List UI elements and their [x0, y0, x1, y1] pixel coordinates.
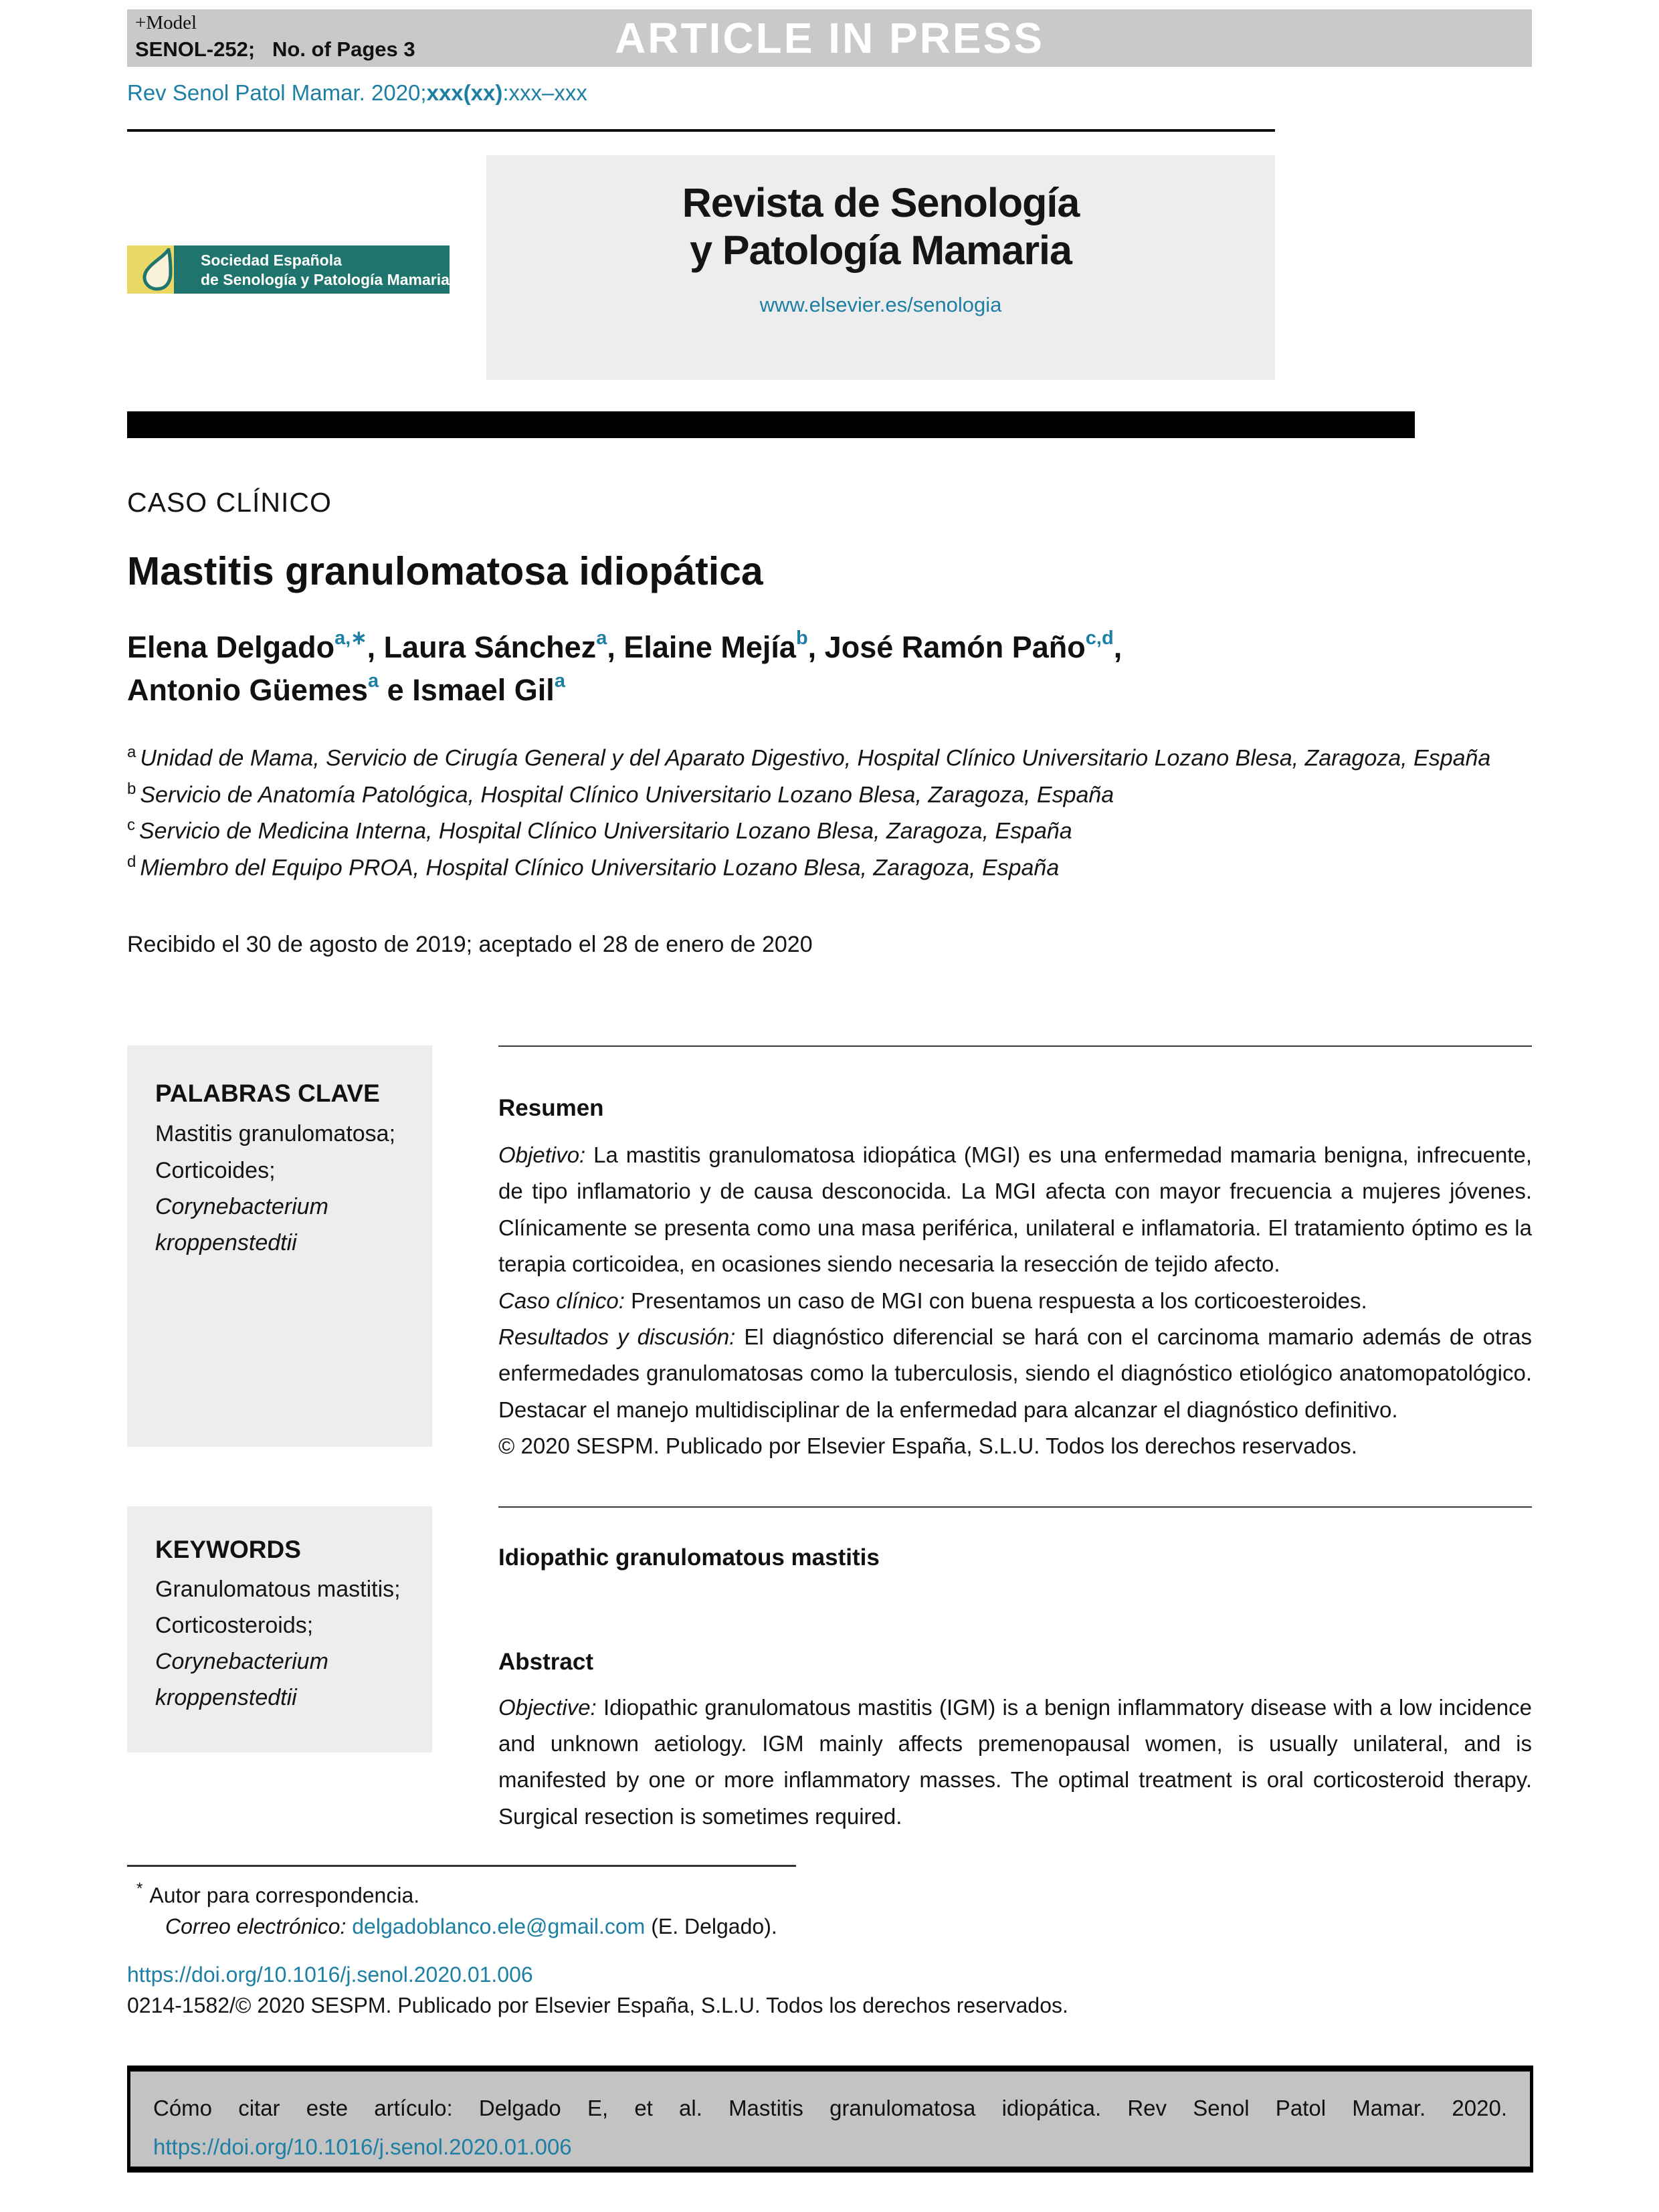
journal-title-line2: y Patología Mamaria [690, 227, 1072, 273]
paragraph-text: La mastitis granulomatosa idiopática (MGI) es una enfermedad mamaria benigna, infrecuente, de tipo inflamatorio y de causa desconocida. La MGI afecta con mayor frecuencia a mujeres jóvenes. Clínicamente se presenta como una masa periférica, unilateral e inflamatoria. El tratamiento óptimo es la terapia corticoidea, en ocasiones siendo necesaria la resección de tejido afecto. [498, 1142, 1532, 1277]
resumen-section [498, 1089, 1532, 1465]
journal-title-line1: Revista de Senología [682, 180, 1080, 225]
footnote-divider [127, 1865, 796, 1867]
email-label: Correo electrónico: [165, 1914, 347, 1938]
resumen-caso-clinico [498, 1283, 1532, 1319]
cite-text: Cómo citar este artículo: Delgado E, et al. Mastitis granulomatosa idiopática. Rev Senol Patol Mamar. 2020. [153, 2096, 1507, 2120]
paragraph-text: El diagnóstico diferencial se hará con el carcinoma mamario además de otras enfermedades granulomatosas como la tuberculosis, siendo el diagnóstico etiológico anatomopatológico. Destacar el manejo multidisciplinar de la enfermedad para alcanzar el diagnóstico definitivo. [498, 1324, 1532, 1422]
paragraph-text: Presentamos un caso de MGI con buena respuesta a los corticoesteroides. [624, 1288, 1367, 1313]
author-affiliation-marker: a,∗ [334, 627, 367, 649]
author-separator: , [1113, 630, 1123, 664]
email-suffix: (E. Delgado). [645, 1914, 777, 1938]
article-title: Mastitis granulomatosa idiopática [127, 549, 763, 593]
doi-line [127, 1963, 533, 1987]
email-note [165, 1914, 777, 1939]
abstract-objective [498, 1690, 1532, 1835]
abstract-divider [498, 1506, 1532, 1508]
affiliation-marker: c [127, 816, 135, 835]
affiliation-d [127, 849, 1532, 886]
affiliation-text: Miembro del Equipo PROA, Hospital Clínico Universitario Lozano Blesa, Zaragoza, España [140, 855, 1060, 881]
keyword-item: Granulomatous mastitis; [155, 1577, 401, 1603]
article-type-label: CASO CLÍNICO [127, 487, 332, 518]
palabra-clave-item-italic: Corynebacterium kroppenstedtii [155, 1193, 328, 1256]
citation-pages: :xxx–xxx [502, 80, 587, 105]
section-divider-bar [127, 411, 1415, 438]
author-affiliation-marker: c,d [1085, 627, 1114, 649]
author-affiliation-marker: b [795, 627, 808, 649]
palabras-clave-box [127, 1045, 432, 1447]
society-name [201, 251, 450, 290]
society-logo [127, 245, 450, 294]
abstract-section [498, 1538, 1532, 1835]
journal-url-link[interactable]: www.elsevier.es/senologia [759, 292, 1002, 316]
resumen-resultados [498, 1319, 1532, 1428]
affiliation-text: Servicio de Medicina Interna, Hospital Clínico Universitario Lozano Blesa, Zaragoza, España [139, 818, 1072, 844]
cite-doi-link[interactable]: https://doi.org/10.1016/j.senol.2020.01.006 [153, 2134, 572, 2159]
author-affiliation-marker: a [596, 627, 607, 649]
journal-title [486, 179, 1275, 274]
manuscript-id: SENOL-252; No. of Pages 3 [135, 37, 415, 61]
affiliation-a [127, 740, 1532, 777]
affiliation-marker: b [127, 779, 136, 798]
author-name: , Laura Sánchez [367, 630, 597, 664]
palabras-clave-heading: PALABRAS CLAVE [155, 1080, 380, 1107]
english-title: Idiopathic granulomatous mastitis [498, 1544, 880, 1571]
running-head-bar [127, 9, 1532, 67]
keyword-item: Corticosteroids; [155, 1613, 314, 1639]
author-affiliation-marker: a [368, 670, 379, 692]
received-accepted-dates: Recibido el 30 de agosto de 2019; aceptado el 28 de enero de 2020 [127, 932, 813, 957]
how-to-cite-box [127, 2066, 1533, 2173]
society-name-line2: de Senología y Patología Mamaria [201, 270, 450, 288]
resumen-heading: Resumen [498, 1095, 604, 1121]
issn-copyright-line: 0214-1582/© 2020 SESPM. Publicado por Elsevier España, S.L.U. Todos los derechos reservados. [127, 1993, 1068, 2017]
affiliation-marker: a [127, 743, 136, 761]
abstract-heading: Abstract [498, 1648, 593, 1675]
model-label: +Model [135, 12, 197, 33]
breast-drop-icon [142, 248, 174, 291]
copyright-es: © 2020 SESPM. Publicado por Elsevier España, S.L.U. Todos los derechos reservados. [498, 1433, 1357, 1459]
email-link[interactable]: delgadoblanco.ele@gmail.com [352, 1914, 646, 1938]
citation-volume: xxx(xx) [426, 80, 503, 105]
affiliation-marker: d [127, 853, 136, 872]
resumen-divider [498, 1045, 1532, 1047]
affiliation-text: Unidad de Mama, Servicio de Cirugía General y del Aparato Digestivo, Hospital Clínico Universitario Lozano Blesa, Zaragoza, España [140, 745, 1491, 771]
article-in-press-banner: ARTICLE IN PRESS [615, 14, 1044, 62]
affiliation-list [127, 740, 1532, 886]
author-name: Elena Delgado [127, 630, 335, 664]
doi-link[interactable]: https://doi.org/10.1016/j.senol.2020.01.006 [127, 1963, 533, 1987]
correspondence-marker: * [136, 1880, 143, 1898]
affiliation-text: Servicio de Anatomía Patológica, Hospital Clínico Universitario Lozano Blesa, Zaragoza, España [140, 782, 1114, 808]
palabra-clave-item: Mastitis granulomatosa; [155, 1121, 396, 1147]
author-name: Antonio Güemes [127, 672, 369, 707]
correspondence-text: Autor para correspondencia. [149, 1883, 420, 1908]
paragraph-label: Objetivo: [498, 1142, 586, 1167]
citation-prefix: Rev Senol Patol Mamar. 2020; [127, 80, 427, 105]
author-list [127, 626, 1122, 712]
paragraph-label: Caso clínico: [498, 1288, 625, 1313]
top-divider [127, 129, 1275, 132]
journal-citation-line [127, 80, 587, 106]
author-line-2 [127, 669, 1122, 712]
masthead-box [486, 155, 1275, 380]
paragraph-label: Objective: [498, 1694, 597, 1720]
keywords-heading: KEYWORDS [155, 1536, 301, 1563]
author-affiliation-marker: a [554, 670, 565, 692]
keywords-box [127, 1506, 432, 1752]
affiliation-c [127, 813, 1532, 849]
author-line-1 [127, 626, 1122, 669]
correspondence-note [136, 1881, 419, 1908]
resumen-objetivo [498, 1137, 1532, 1283]
paragraph-label: Resultados y discusión: [498, 1324, 736, 1349]
society-name-line1: Sociedad Española [201, 252, 342, 269]
palabra-clave-item: Corticoides; [155, 1157, 276, 1183]
author-name: e Ismael Gil [379, 672, 555, 707]
affiliation-b [127, 777, 1532, 813]
author-name: , José Ramón Paño [807, 630, 1086, 664]
keyword-item-italic: Corynebacterium kroppenstedtii [155, 1648, 328, 1710]
paragraph-text: Idiopathic granulomatous mastitis (IGM) is a benign inflammatory disease with a low incidence and unknown aetiology. IGM mainly affects premenopausal women, is usually unilateral, and is manifested by one or more inflammatory masses. The optimal treatment is oral corticosteroid therapy. Surgical resection is sometimes required. [498, 1694, 1532, 1829]
author-name: , Elaine Mejía [607, 630, 796, 664]
